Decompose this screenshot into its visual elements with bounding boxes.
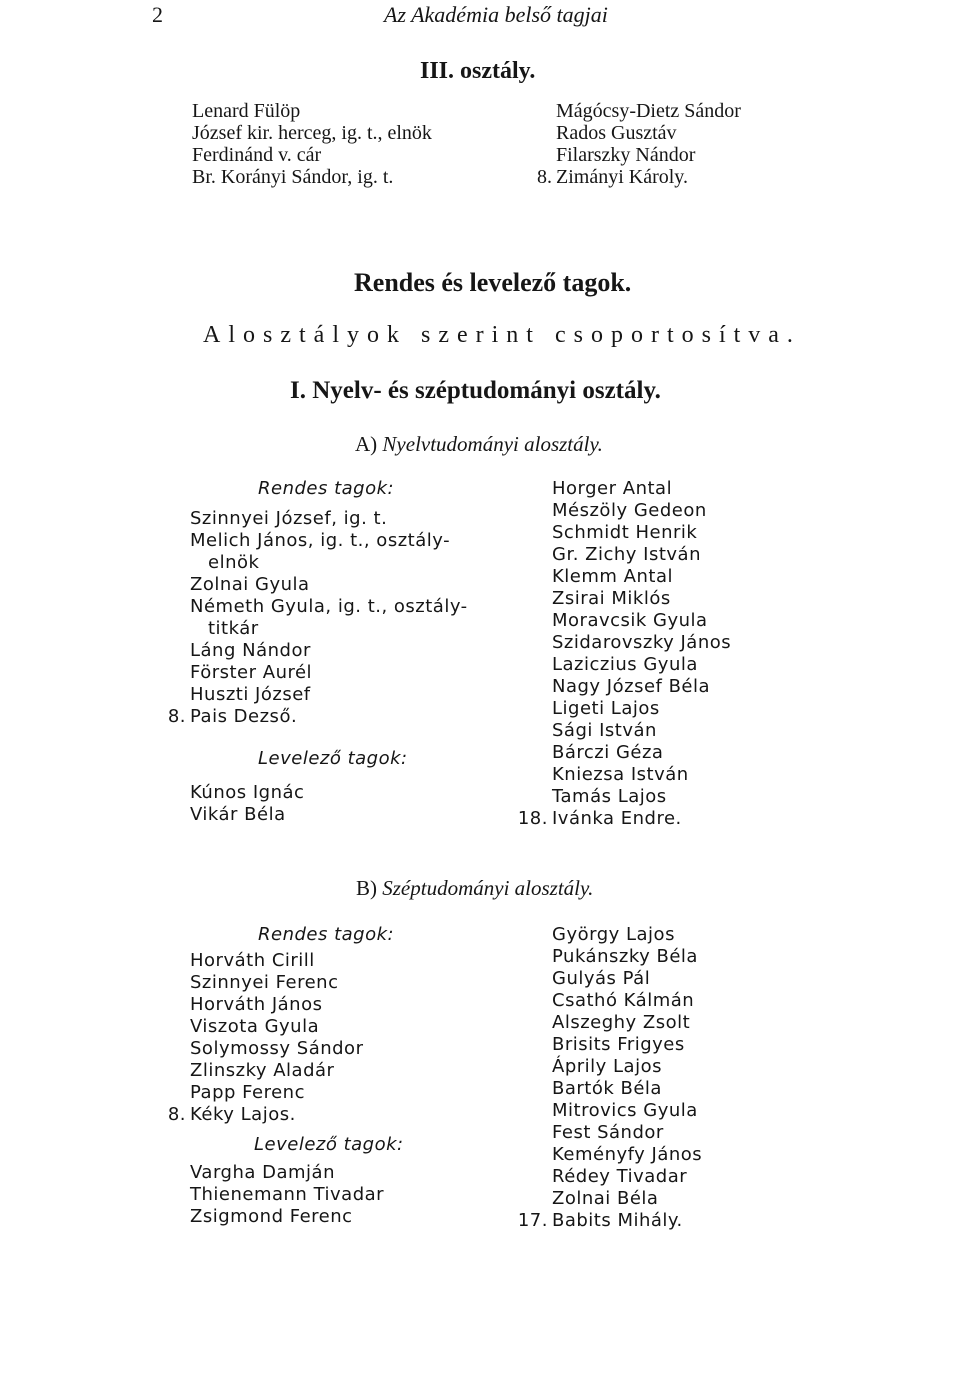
list-item: Moravcsik Gyula (552, 610, 708, 631)
list-item: Lenard Fülöp (192, 100, 301, 122)
list-item: Zlinszky Aladár (190, 1060, 335, 1081)
section-3-title: III. osztály. (420, 58, 536, 84)
list-item: Csathó Kálmán (552, 990, 695, 1011)
member-count: 18. (517, 808, 548, 829)
list-item: Mitrovics Gyula (552, 1100, 698, 1121)
rendes-tagok-caption: Rendes tagok: (258, 924, 395, 945)
list-item: Brisits Frigyes (552, 1034, 685, 1055)
division-1-title: I. Nyelv- és széptudományi osztály. (290, 377, 661, 404)
list-item: József kir. herceg, ig. t., elnök (192, 122, 432, 144)
list-item: Thienemann Tivadar (190, 1184, 385, 1205)
list-item: Szinnyei Ferenc (190, 972, 339, 993)
list-item: 18. Ivánka Endre. (517, 808, 682, 829)
page-number: 2 (152, 2, 163, 27)
list-item: 8. Zimányi Károly. (537, 166, 689, 188)
subdivision-a-right (517, 478, 732, 830)
list-item: Kúnos Ignác (190, 782, 305, 803)
rendes-tagok-caption: Rendes tagok: (258, 478, 395, 499)
list-item: Zsirai Miklós (552, 588, 671, 609)
subdivision-b-title (356, 876, 593, 901)
list-item: Rados Gusztáv (556, 122, 677, 144)
list-item: Zolnai Gyula (190, 574, 310, 595)
list-item: Gr. Zichy István (552, 544, 701, 565)
list-item: Solymossy Sándor (190, 1038, 364, 1059)
subheading: Alosztályok szerint csoportosítva. (203, 322, 801, 348)
list-item: Melich János, ig. t., osztály- (190, 530, 451, 551)
list-item: Nagy József Béla (552, 676, 711, 697)
list-item: Zolnai Béla (552, 1188, 659, 1209)
list-item: Láng Nándor (190, 640, 311, 661)
list-item: Rédey Tivadar (552, 1166, 688, 1187)
list-item: Mészöly Gedeon (552, 500, 707, 521)
list-item: Schmidt Henrik (552, 522, 698, 543)
list-item: Fest Sándor (552, 1122, 664, 1143)
list-item: Bartók Béla (552, 1078, 662, 1099)
list-item: Vikár Béla (190, 804, 286, 825)
list-item: 8. Pais Dezső. (167, 706, 298, 727)
list-item: György Lajos (552, 924, 675, 945)
member-count: 8. (537, 166, 552, 188)
list-item: Szinnyei József, ig. t. (190, 508, 388, 529)
list-item: Horger Antal (552, 478, 673, 499)
subdivision-a-title (355, 432, 603, 457)
list-item: Kniezsa István (552, 764, 689, 785)
subdivision-a-name: Nyelvtudományi alosztály. (382, 432, 603, 456)
list-item: Áprily Lajos (552, 1056, 662, 1077)
list-item: Horváth János (190, 994, 323, 1015)
section-3-right-list (537, 100, 741, 188)
member-count: 8. (167, 706, 186, 727)
list-item: Szidarovszky János (552, 632, 732, 653)
list-item: Németh Gyula, ig. t., osztály- (190, 596, 468, 617)
list-item: Zsigmond Ferenc (190, 1206, 353, 1227)
list-item: Br. Korányi Sándor, ig. t. (192, 166, 394, 188)
list-item: Vargha Damján (190, 1162, 335, 1183)
list-item: Sági István (552, 720, 657, 741)
list-item: Horváth Cirill (190, 950, 315, 971)
list-item: Papp Ferenc (190, 1082, 305, 1103)
list-item: Ferdinánd v. cár (192, 144, 322, 166)
subdivision-b-right (517, 924, 703, 1232)
subdivision-a-prefix: A) (355, 432, 378, 456)
list-item: elnök (208, 552, 260, 573)
list-item: Klemm Antal (552, 566, 673, 587)
list-item: Förster Aurél (190, 662, 313, 683)
list-item: Viszota Gyula (190, 1016, 320, 1037)
levelezo-tagok-caption: Levelező tagok: (258, 748, 408, 769)
main-heading: Rendes és levelező tagok. (354, 268, 632, 297)
list-item: Filarszky Nándor (556, 144, 696, 166)
list-item: Gulyás Pál (552, 968, 651, 989)
levelezo-tagok-caption: Levelező tagok: (254, 1134, 404, 1155)
list-item: Pukánszky Béla (552, 946, 698, 967)
list-item: 8. Kéky Lajos. (167, 1104, 296, 1125)
list-item: Ligeti Lajos (552, 698, 660, 719)
list-item: 17. Babits Mihály. (517, 1210, 683, 1231)
section-3-left-list (192, 100, 432, 188)
member-count: 8. (167, 1104, 186, 1125)
list-item: Keményfy János (552, 1144, 703, 1165)
list-item: Huszti József (190, 684, 311, 705)
list-item: Mágócsy-Dietz Sándor (556, 100, 741, 122)
running-title: Az Akadémia belső tagjai (384, 2, 608, 27)
subdivision-a-left (167, 478, 520, 826)
subdivision-b-left (167, 924, 520, 1228)
subdivision-b-name: Széptudományi alosztály. (382, 876, 594, 900)
list-item: Tamás Lajos (552, 786, 667, 807)
member-count: 17. (517, 1210, 548, 1231)
list-item: Laziczius Gyula (552, 654, 698, 675)
list-item: Alszeghy Zsolt (552, 1012, 691, 1033)
list-item: Bárczi Géza (552, 742, 664, 763)
list-item: titkár (208, 618, 259, 639)
subdivision-b-prefix: B) (356, 876, 377, 900)
